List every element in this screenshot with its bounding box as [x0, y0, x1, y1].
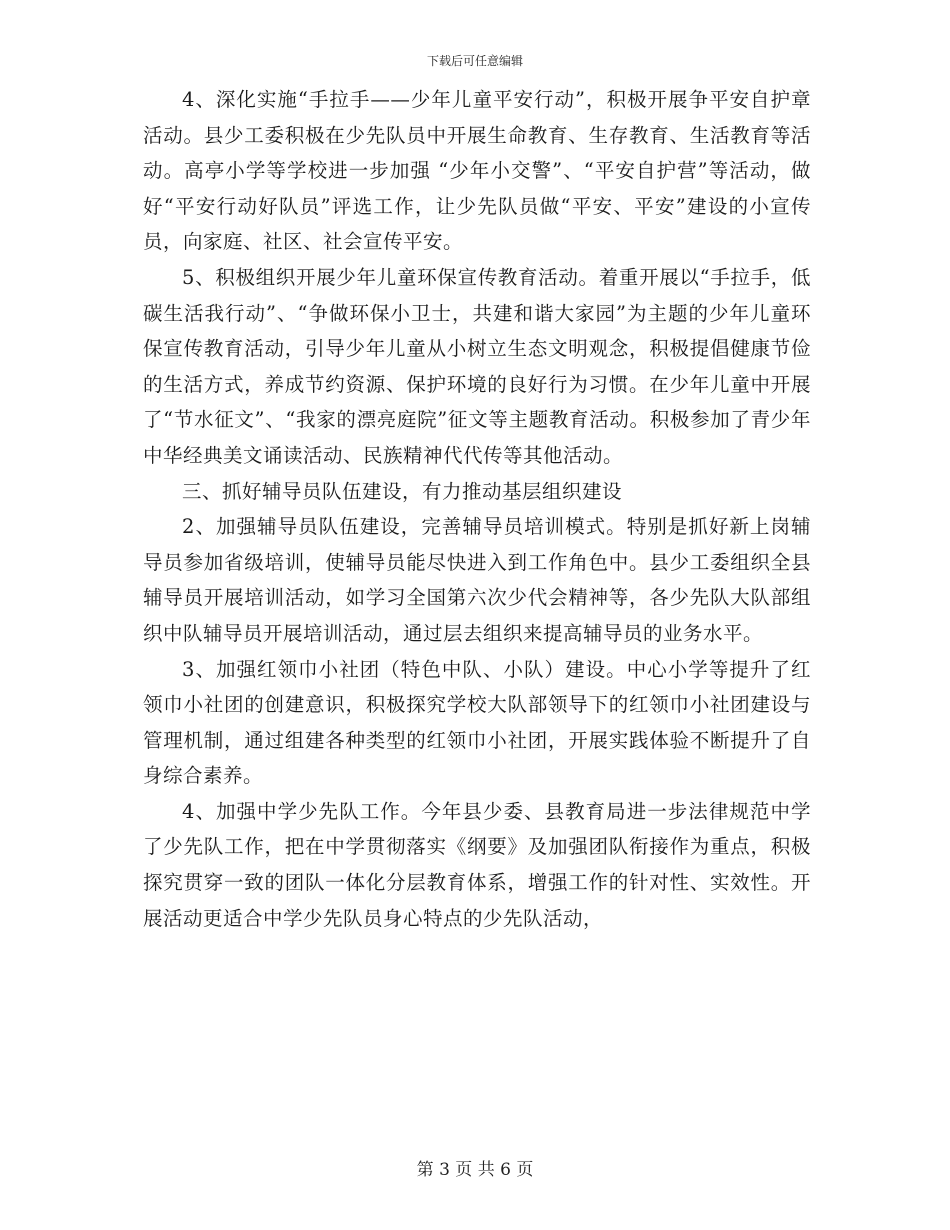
paragraph-counselor-training: 2、加强辅导员队伍建设，完善辅导员培训模式。特别是抓好新上岗辅导员参加省级培训，使辅导员能尽快进入到工作角色中。县少工委组织全县辅导员开展培训活动，如学习全国第六次少代会精神等，各少先队大队部组织中队辅导员开展培训活动，通过层去组织来提高辅导员的业务水平。 [143, 515, 811, 645]
section-heading-counselor-team: 三、抓好辅导员队伍建设，有力推动基层组织建设 [182, 479, 623, 503]
document-body [143, 82, 811, 936]
page-header-note: 下载后可任意编辑 [426, 54, 523, 68]
paragraph-environmental-education: 5、积极组织开展少年儿童环保宣传教育活动。着重开展以“手拉手，低碳生活我行动”、“争做环保小卫士，共建和谐大家园”为主题的少年儿童环保宣传教育活动，引导少年儿童从小树立生态文明观念，积极提倡健康节俭的生活方式，养成节约资源、保护环境的良好行为习惯。在少年儿童中开展了“节水征文”、“我家的漂亮庭院”征文等主题教育活动。积极参加了青少年中华经典美文诵读活动、民族精神代代传等其他活动。 [143, 265, 811, 467]
page-number-footer: 第 3 页 共 6 页 [416, 1160, 534, 1180]
paragraph-middle-school-pioneers: 4、加强中学少先队工作。今年县少委、县教育局进一步法律规范中学了少先队工作，把在中学贯彻落实《纲要》及加强团队衔接作为重点，积极探究贯穿一致的团队一体化分层教育体系，增强工作的针对性、实效性。开展活动更适合中学少先队员身心特点的少先队活动， [143, 799, 811, 930]
paragraph-red-scarf-clubs: 3、加强红领巾小社团（特色中队、小队）建设。中心小学等提升了红领巾小社团的创建意识，积极探究学校大队部领导下的红领巾小社团建设与管理机制，通过组建各种类型的红领巾小社团，开展实践体验不断提升了自身综合素养。 [143, 657, 811, 788]
paragraph-safety-action: 4、深化实施“手拉手——少年儿童平安行动”，积极开展争平安自护章活动。县少工委积极在少先队员中开展生命教育、生存教育、生活教育等活动。高亭小学等学校进一步加强 “少年小交警”、“平安自护营”等活动，做好“平安行动好队员”评选工作，让少先队员做“平安、平安”建设的小宣传员，向家庭、社区、社会宣传平安。 [143, 88, 811, 254]
